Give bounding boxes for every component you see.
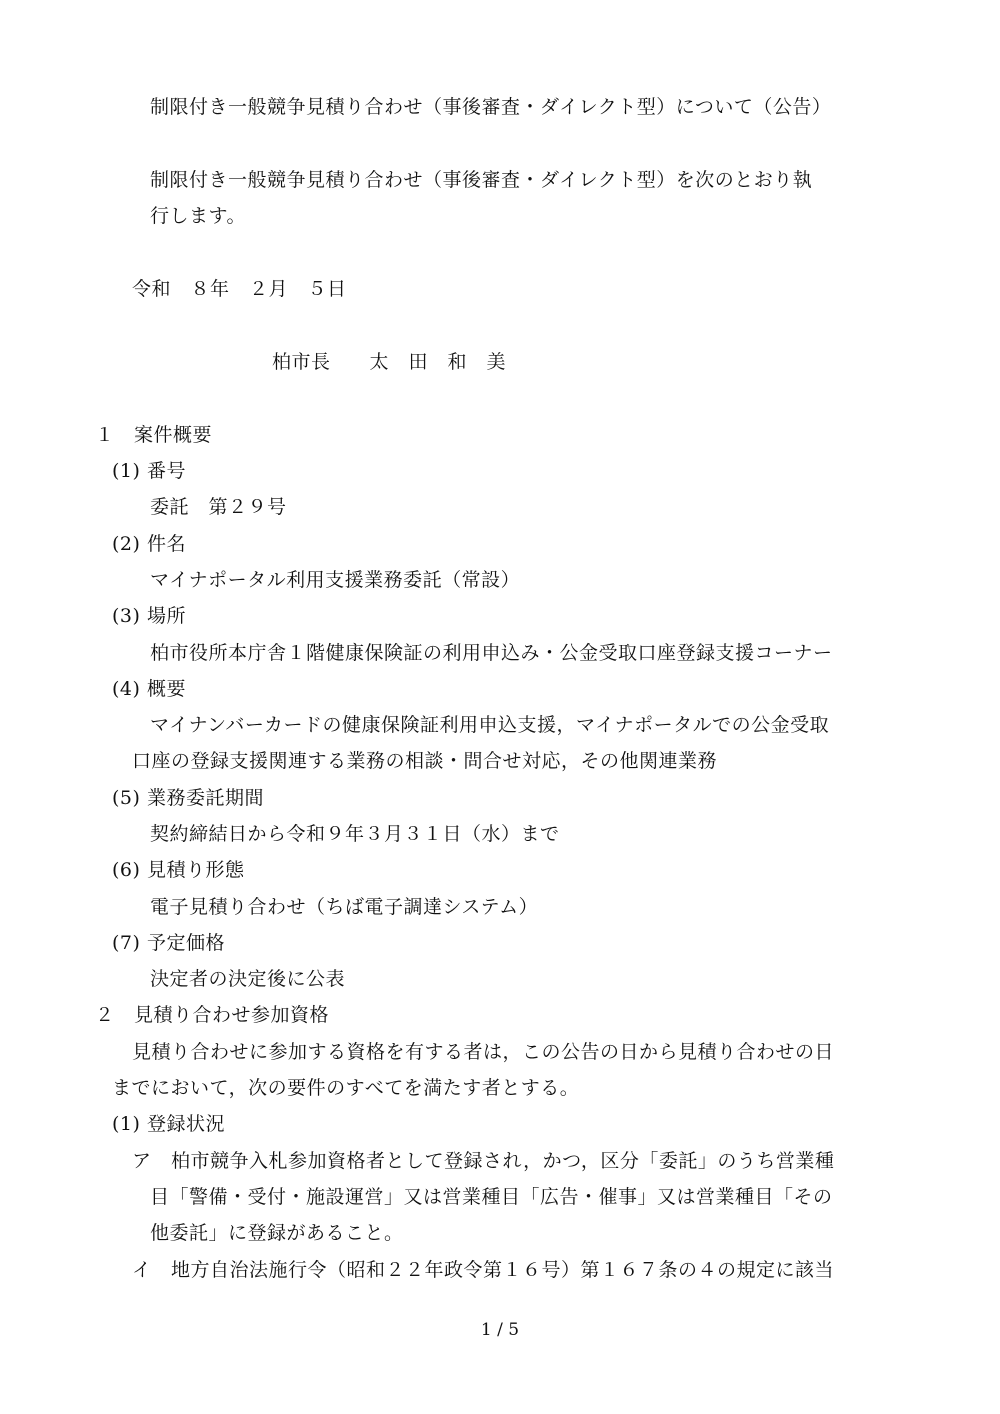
- section-2-intro-line-2: までにおいて，次の要件のすべてを満たす者とする。: [112, 1077, 580, 1099]
- intro-text-line-1: 制限付き一般競争見積り合わせ（事後審査・ダイレクト型）を次のとおり執: [150, 169, 813, 191]
- item-format-value: 電子見積り合わせ（ちば電子調達システム）: [150, 896, 539, 918]
- item-location-label: (3) 場所: [112, 605, 186, 627]
- item-location-value: 柏市役所本庁舎１階健康保険証の利用申込み・公金受取口座登録支援コーナー: [150, 642, 833, 664]
- section-1-heading: １ 案件概要: [95, 424, 213, 446]
- item-i-line-1: イ 地方自治法施行令（昭和２２年政令第１６号）第１６７条の４の規定に該当: [132, 1259, 835, 1281]
- item-period-label: (5) 業務委託期間: [112, 787, 264, 809]
- item-number-label: (1) 番号: [112, 460, 186, 482]
- item-a-line-1: ア 柏市競争入札参加資格者として登録され，かつ，区分「委託」のうち営業種: [132, 1150, 835, 1172]
- item-format-label: (6) 見積り形態: [112, 859, 245, 881]
- document-title: 制限付き一般競争見積り合わせ（事後審査・ダイレクト型）について（公告）: [150, 96, 832, 118]
- item-registration-label: (1) 登録状況: [112, 1113, 225, 1135]
- item-number-value: 委託 第２９号: [150, 496, 287, 518]
- item-price-label: (7) 予定価格: [112, 932, 225, 954]
- item-subject-label: (2) 件名: [112, 533, 186, 555]
- item-a-line-2: 目「警備・受付・施設運営」又は営業種目「広告・催事」又は営業種目「その: [150, 1186, 833, 1208]
- item-a-line-3: 他委託」に登録があること。: [150, 1222, 404, 1244]
- section-2-intro-line-1: 見積り合わせに参加する資格を有する者は，この公告の日から見積り合わせの日: [132, 1041, 835, 1063]
- item-period-value: 契約締結日から令和９年３月３１日（水）まで: [150, 823, 560, 845]
- section-2-heading: ２ 見積り合わせ参加資格: [95, 1004, 330, 1026]
- page-number: 1 / 5: [480, 1320, 520, 1340]
- item-overview-value-line-1: マイナンバーカードの健康保険証利用申込支援，マイナポータルでの公金受取: [150, 714, 830, 736]
- issuer-name: 柏市長 太 田 和 美: [272, 351, 507, 373]
- item-overview-label: (4) 概要: [112, 678, 186, 700]
- item-subject-value: マイナポータル利用支援業務委託（常設）: [150, 569, 521, 591]
- intro-text-line-2: 行します。: [150, 205, 246, 227]
- item-overview-value-line-2: 口座の登録支援関連する業務の相談・問合せ対応，その他関連業務: [132, 750, 718, 772]
- item-price-value: 決定者の決定後に公表: [150, 968, 346, 990]
- notice-date: 令和 ８年 ２月 ５日: [132, 278, 347, 300]
